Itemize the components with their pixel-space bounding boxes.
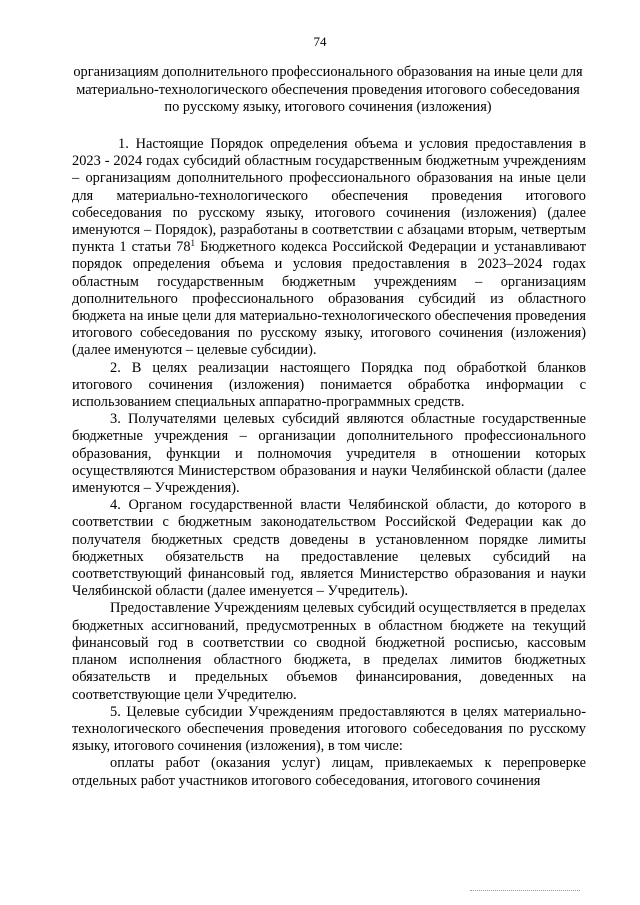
- footer-dotted-mark: [470, 890, 580, 891]
- paragraph-7: оплаты работ (оказания услуг) лицам, привлекаемых к перепроверке отдельных работ участников итогового собеседования, итогового сочинения: [72, 755, 586, 789]
- paragraph-1-text-start: 1. Настоящие Порядок определения объема и условия предоставления в 2023 - 2024 годах субсидий областным государственным бюджетным учреждениям – организациям дополнительного профессионального образования на иные цели для материально-технологического обеспечения проведения итогового собеседования по русскому языку, итогового сочинения (изложения) (далее именуются – Порядок), разработаны в соответствии с абзацами вторым, четвертым пункта 1 статьи 78: [72, 136, 586, 256]
- page-number: 74: [313, 34, 327, 49]
- document-body: [72, 136, 586, 790]
- paragraph-4: 4. Органом государственной власти Челябинской области, до которого в соответствии с бюджетным законодательством Российской Федерации как до получателя бюджетных средств доведены в установленном порядке лимиты бюджетных обязательств на предоставление целевых субсидий на соответствующий финансовый год, является Министерство образования и науки Челябинской области (далее именуется – Учредитель).: [72, 497, 586, 600]
- paragraph-6: 5. Целевые субсидии Учреждениям предоставляются в целях материально-технологического обеспечения проведения итогового собеседования по русскому языку, итогового сочинения (изложения), в том числе:: [72, 703, 586, 755]
- paragraph-5: Предоставление Учреждениям целевых субсидий осуществляется в пределах бюджетных ассигнований, предусмотренных в областном бюджете на текущий финансовый год в соответствии со сводной бюджетной росписью, кассовым планом исполнения областного бюджета, в пределах лимитов бюджетных обязательств и предельных объемов финансирования, доведенных на соответствующие цели Учредителю.: [72, 600, 586, 703]
- document-heading: организациям дополнительного профессионального образования на иные цели для материально-технологического обеспечения проведения итогового собеседования по русскому языку, итогового сочинения (изложения): [73, 64, 583, 116]
- paragraph-1-text-end: Бюджетного кодекса Российской Федерации и устанавливают порядок определения объема и условия предоставления в 2023–2024 годах областным государственным бюджетным учреждениям – организациям дополнительного профессионального образования субсидий из областного бюджета на иные цели для материально-технологического обеспечения проведения итогового собеседования по русскому языку, итогового сочинения (изложения) (далее именуются – целевые субсидии).: [72, 239, 586, 359]
- paragraph-2: 2. В целях реализации настоящего Порядка под обработкой бланков итогового сочинения (изложения) понимается обработка информации с использованием специальных аппаратно-программных средств.: [72, 359, 586, 411]
- article-superscript: 1: [190, 238, 196, 249]
- paragraph-1: [72, 136, 586, 360]
- paragraph-3: 3. Получателями целевых субсидий являются областные государственные бюджетные учреждения – организации дополнительного профессионального образования, функции и полномочия учредителя в отношении которых осуществляются Министерством образования и науки Челябинской области (далее именуются – Учреждения).: [72, 411, 586, 497]
